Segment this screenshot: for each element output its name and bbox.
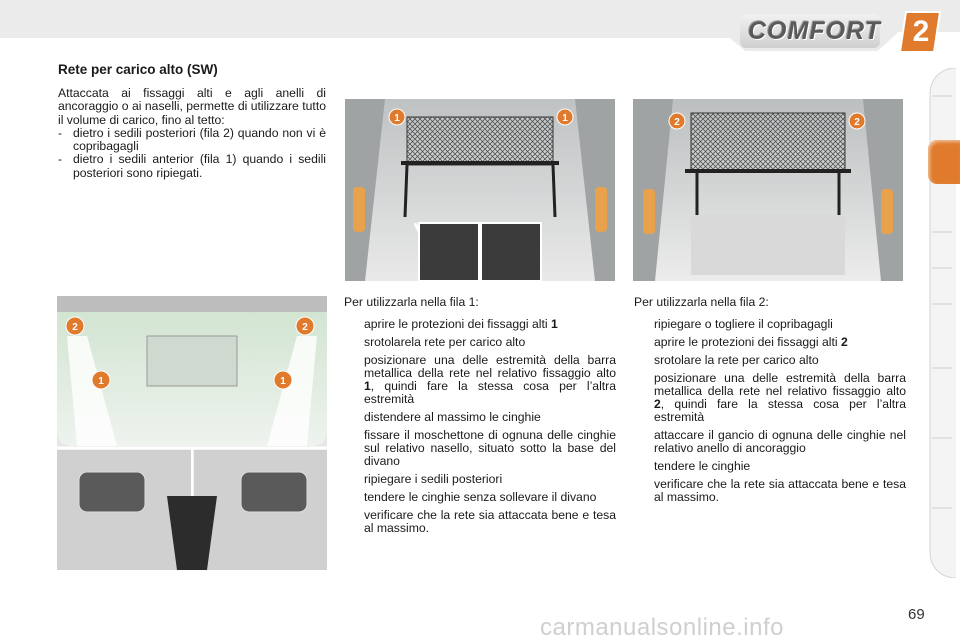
chapter-number: 2 [912,15,930,48]
pointer-icon [344,491,364,504]
callout-2: 2 [302,322,308,333]
pointer-icon [344,509,364,535]
row1-instructions [344,296,616,540]
list-item: attaccare il gancio di ognuna delle cinghie nel relativo anello di ancoraggio [634,429,906,455]
list-item: fissare il moschettone di ognuna delle cinghie sul relativo nasello, situato sotto la base del divano [344,429,616,468]
pointer-icon [634,429,654,455]
pointer-icon [634,336,654,349]
pointer-icon [634,372,654,424]
pointer-icon [634,318,654,331]
pointer-icon [634,478,654,504]
pointer-icon [344,429,364,468]
list-item: srotolarela rete per carico alto [344,336,616,349]
pointer-icon [344,318,364,331]
net-row1-image [345,99,615,281]
pointer-icon [344,473,364,486]
list-item: srotolare la rete per carico alto [634,354,906,367]
list-item: aprire le protezioni dei fissaggi alti 1 [344,318,616,331]
list-item: verificare che la rete sia attaccata bene e tesa al massimo. [344,509,616,535]
callout-2: 2 [72,322,78,333]
callout-1: 1 [562,113,568,124]
intro-text [58,87,326,180]
list-item: verificare che la rete sia attaccata bene e tesa al massimo. [634,478,906,504]
row1-lead: Per utilizzarla nella fila 1: [344,295,479,309]
pointer-icon [344,336,364,349]
list-item: posizionare una delle estremità della barra metallica della rete nel relativo fissaggio alto 1, quindi fare la stessa cosa per l’altra estremità [344,354,616,406]
callout-2: 2 [674,117,680,128]
intro-bullet: - dietro i sedili posteriori (fila 2) quando non vi è copribagagli [58,125,326,154]
pointer-icon [634,354,654,367]
page-number: 69 [908,606,925,623]
watermark: carmanualsonline.info [540,614,784,641]
list-item: posizionare una delle estremità della barra metallica della rete nel relativo fissaggio alto 2, quindi fare la stessa cosa per l’altra estremità [634,372,906,424]
callout-1: 1 [280,376,286,387]
list-item: distendere al massimo le cinghie [344,411,616,424]
list-item: tendere le cinghie [634,460,906,473]
tab-comfort[interactable] [928,140,960,184]
pointer-icon [344,354,364,406]
list-item: ripiegare i sedili posteriori [344,473,616,486]
page-header [0,0,960,60]
page-title: COMFORT [748,17,881,45]
callout-1: 1 [98,376,104,387]
callout-2: 2 [854,117,860,128]
row2-instructions [634,296,906,509]
section-title: Rete per carico alto (SW) [58,62,218,77]
intro-bullet: - dietro i sedili anterior (fila 1) quando i sedili posteriori sono ripiegati. [58,152,326,180]
callout-1: 1 [394,113,400,124]
list-item: ripiegare o togliere il copribagagli [634,318,906,331]
pointer-icon [634,460,654,473]
list-item: aprire le protezioni dei fissaggi alti 2 [634,336,906,349]
intro-paragraph: Attaccata ai fissaggi alti e agli anelli di ancoraggio o ai naselli, permette di utilizzare tutto il volume di carico, fino al tetto: [58,86,326,127]
anchor-points-image [57,296,327,570]
net-row2-image [633,99,903,281]
row2-lead: Per utilizzarla nella fila 2: [634,295,769,309]
pointer-icon [344,411,364,424]
list-item: tendere le cinghie senza sollevare il divano [344,491,616,504]
